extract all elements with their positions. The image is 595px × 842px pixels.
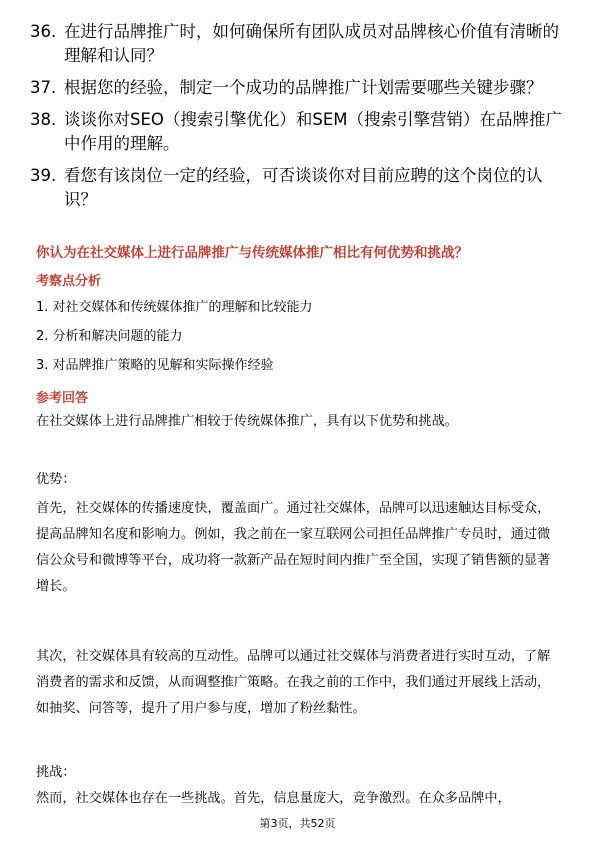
question-item [30,76,570,100]
page-footer: 第3页，共52页 [259,817,336,830]
challenges-label: 挑战： [36,765,76,780]
analysis-item: 2. 分析和解决问题的能力 [36,329,183,344]
question-list [30,20,570,220]
question-text: 谈谈你对SEO（搜索引擎优化）和SEM（搜索引擎营销）在品牌推广中作用的理解。 [64,110,563,153]
question-number: 36. [30,22,57,41]
advantages-label: 优势： [36,472,76,487]
analysis-item: 1. 对社交媒体和传统媒体推广的理解和比较能力 [36,300,313,315]
question-text: 在进行品牌推广时，如何确保所有团队成员对品牌核心价值有清晰的理解和认同？ [64,22,559,65]
question-number: 38. [30,110,57,129]
question-item [30,108,570,156]
question-item [30,164,570,212]
question-number: 39. [30,166,57,185]
reference-title: 参考回答 [36,391,89,406]
analysis-item: 3. 对品牌推广策略的见解和实际操作经验 [36,358,274,373]
main-question-title: 你认为在社交媒体上进行品牌推广与传统媒体推广相比有何优势和挑战？ [36,245,468,261]
analysis-title: 考察点分析 [36,274,102,289]
reference-intro: 在社交媒体上进行品牌推广相较于传统媒体推广，具有以下优势和挑战。 [36,414,458,429]
challenge-paragraph-1: 然而，社交媒体也存在一些挑战。首先，信息量庞大，竞争激烈。在众多品牌中， [36,791,511,806]
question-number: 37. [30,78,57,97]
question-text: 根据您的经验，制定一个成功的品牌推广计划需要哪些关键步骤？ [64,78,543,97]
advantage-paragraph-2: 其次，社交媒体具有较高的互动性。品牌可以通过社交媒体与消费者进行实时互动，了解消费者的需求和反馈，从而调整推广策略。在我之前的工作中，我们通过开展线上活动，如抽奖、问答等，提升了用户参与度，增加了粉丝黏性。 [36,649,551,716]
question-item [30,20,570,68]
question-text: 看您有该岗位一定的经验，可否谈谈你对目前应聘的这个岗位的认识？ [64,166,543,209]
advantage-paragraph-1: 首先，社交媒体的传播速度快，覆盖面广。通过社交媒体，品牌可以迅速触达目标受众，提高品牌知名度和影响力。例如，我之前在一家互联网公司担任品牌推广专员时，通过微信公众号和微博等平台，成功将一款新产品在短时间内推广至全国，实现了销售额的显著增长。 [36,501,551,594]
